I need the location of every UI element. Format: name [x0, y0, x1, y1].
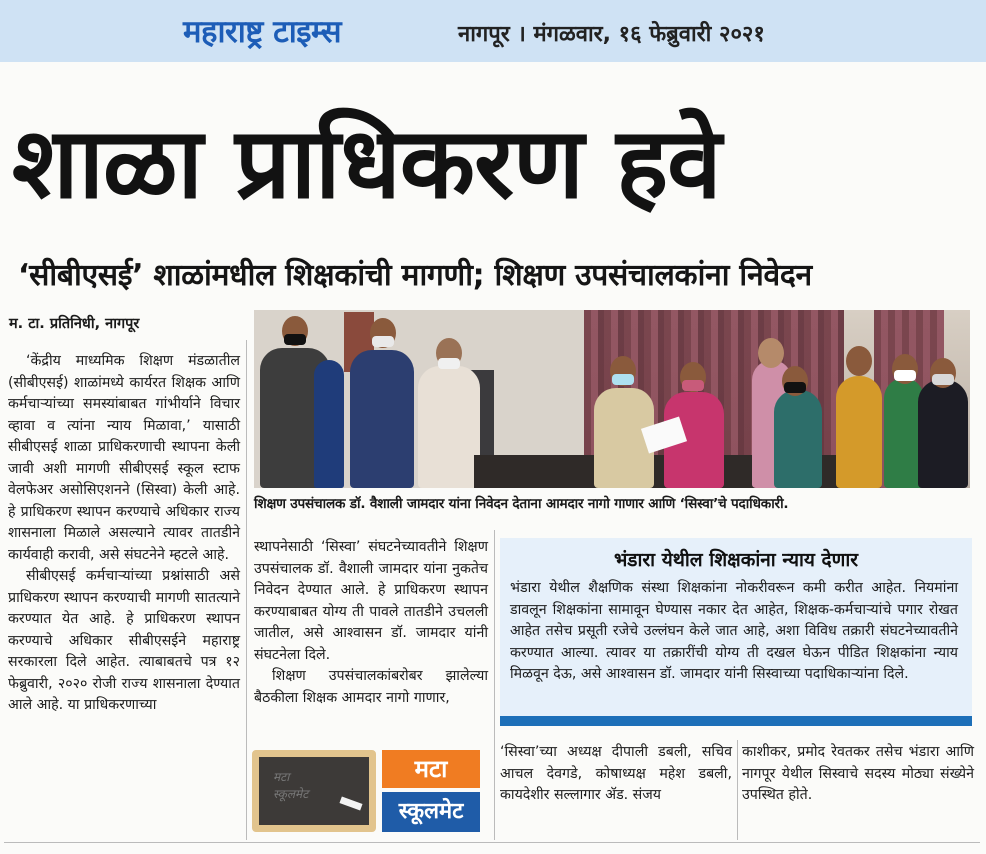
sidebar-box-text: भंडारा येथील शैक्षणिक संस्था शिक्षकांना नोकरीवरून कमी करीत आहेत. नियमांना डावलून शिक्षकांना सामावून घेण्यास नकार देत आहेत, शिक्षक-कर्मचाऱ्यांचे पगार रोखत आहेत तसेच प्रसूती रजेचे उल्लंघन केले जात आहे, अशा विविध तक्रारी संघटनेच्यावतीने करण्यात आल्या. त्यावर या तक्रारींची योग्य ती दखल घेऊन पीडित शिक्षकांना न्याय मिळवून देऊ, असे आश्वासन डॉ. जामदार यांनी सिस्वाच्या पदाधिकाऱ्यांना दिले.	[510, 580, 958, 682]
masthead	[0, 0, 986, 62]
headline: शाळा प्राधिकरण हवे	[12, 107, 721, 221]
article-paragraph: स्थापनेसाठी ‘सिस्वा’ संघटनेच्यावतीने शिक्षण उपसंचालक डॉ. वैशाली जामदार यांना नुकतेच निवेदन देण्यात आले. हे प्राधिकरण स्थापन करण्याबाबत योग्य ती पावले तातडीने उचलली जातील, असे आश्वासन डॉ. जामदार यांनी संघटनेला दिले.	[254, 539, 488, 663]
photo-caption: शिक्षण उपसंचालक डॉ. वैशाली जामदार यांना निवेदन देताना आमदार नागो गाणार आणि ‘सिस्वा’चे पदाधिकारी.	[254, 496, 789, 512]
column-divider	[494, 530, 495, 840]
news-photo	[254, 310, 970, 488]
column-divider	[246, 340, 247, 840]
bottom-rule	[4, 842, 980, 843]
logo-label-top: मटा	[382, 750, 480, 788]
article-column-bottom-2: काशीकर, प्रमोद रेवतकर तसेच भंडारा आणि नागपूर येथील सिस्वाचे सदस्य मोठ्या संख्येने उपस्थित होते.	[742, 744, 974, 803]
sidebar-box-title: भंडारा येथील शिक्षकांना न्याय देणार	[613, 549, 859, 571]
dateline: नागपूर । मंगळवार, १६ फेब्रुवारी २०२१	[458, 22, 765, 47]
mata-schoolmate-logo	[248, 742, 484, 842]
article-column-middle	[254, 537, 488, 709]
logo-label-bottom: स्कूलमेट	[382, 792, 480, 832]
newspaper-brand: महाराष्ट्र टाइम्स	[183, 14, 342, 50]
article-paragraph: सीबीएसई कर्मचाऱ्यांच्या प्रश्नांसाठी असे प्राधिकरण स्थापन करण्याची मागणी सातत्याने करण्यात येत आहे. हे प्राधिकरण स्थापन करण्याचे अधिकार सीबीएसईने महाराष्ट्र सरकारला दिले आहेत. त्याबाबतचे पत्र १२ फेब्रुवारी, २०२० रोजी राज्य शासनाला देण्यात आले आहे. या प्राधिकरणाच्या	[8, 568, 240, 713]
column-divider	[737, 740, 738, 840]
article-column-bottom-1: ‘सिस्वा’च्या अध्यक्ष दीपाली डबली, सचिव आचल देवगडे, कोषाध्यक्ष महेश डबली, कायदेशीर सल्लागार ॲड. संजय	[500, 744, 732, 803]
slate-icon	[252, 750, 376, 832]
slate-text-2: स्कूलमेट	[273, 787, 309, 801]
article-paragraph: शिक्षण उपसंचालकांबरोबर झालेल्या बैठकीला शिक्षक आमदार नागो गाणार,	[254, 668, 488, 706]
subheadline: ‘सीबीएसई’ शाळांमधील शिक्षकांची मागणी; शिक्षण उपसंचालकांना निवेदन	[18, 258, 812, 293]
article-paragraph: ‘केंद्रीय माध्यमिक शिक्षण मंडळातील (सीबीएसई) शाळांमध्ये कार्यरत शिक्षक आणि कर्मचाऱ्यांच्या समस्यांबाबत गांभीर्याने विचार व्हावा व त्यांना न्याय मिळावा,’ यासाठी सीबीएसई शाळा प्राधिकरणाची स्थापना केली जावी अशी मागणी सीबीएसई स्कूल स्टाफ वेलफेअर असोसिएशनने (सिस्वा) केली आहे. हे प्राधिकरण स्थापन करण्याचे अधिकार राज्य शासनाला मिळाले असल्याने त्यावर तातडीने कार्यवाही करावी, असे संघटनेने म्हटले आहे.	[8, 353, 240, 563]
byline: म. टा. प्रतिनिधी, नागपूर	[9, 316, 140, 332]
article-column-left	[8, 351, 240, 717]
sidebar-box	[500, 538, 972, 726]
slate-text-1: मटा	[273, 770, 290, 784]
